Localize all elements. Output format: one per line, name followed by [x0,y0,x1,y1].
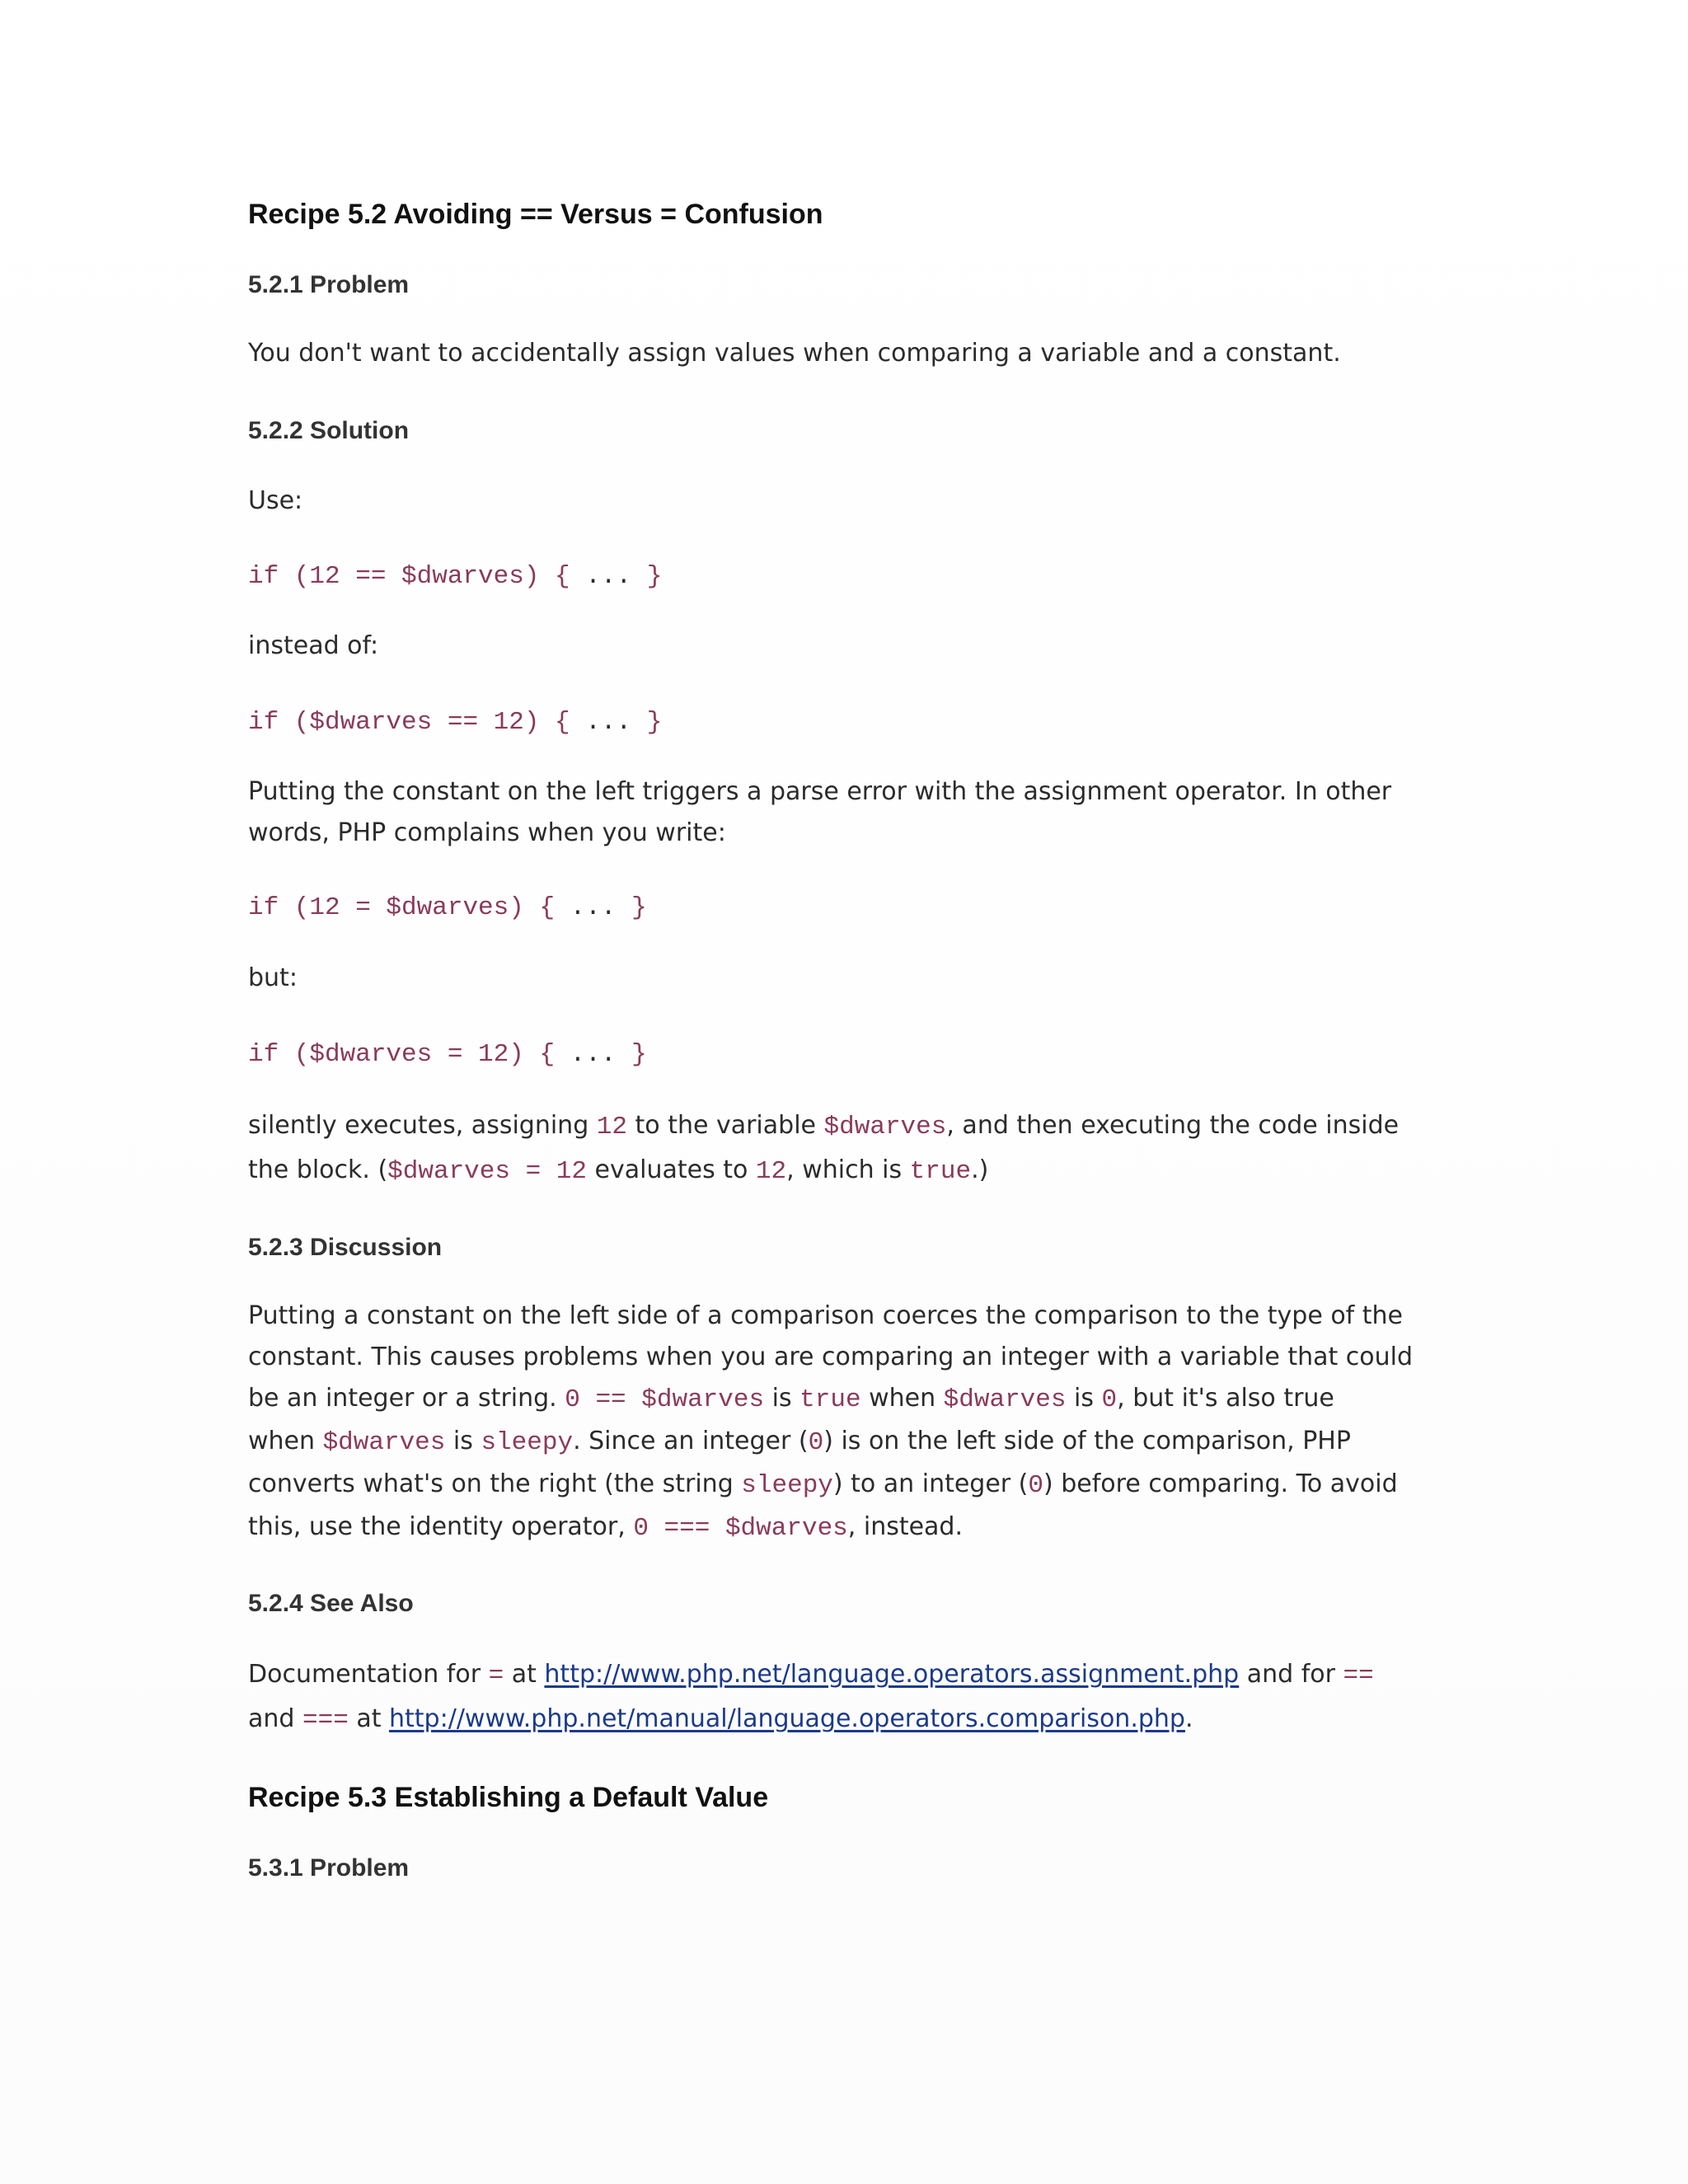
text-run: to the variable [627,1111,824,1140]
silently-executes-paragraph [248,1104,1435,1193]
assignment-operators-link[interactable]: http://www.php.net/language.operators.assignment.php [544,1660,1240,1689]
inline-code: == [1343,1661,1374,1690]
inline-code: 12 [755,1157,787,1186]
text-line [248,1464,1435,1507]
recipe-5-3-title: Recipe 5.3 Establishing a Default Value [248,1782,769,1813]
text-run: ) before comparing. To avoid [1043,1469,1398,1498]
code-ellipsis: ... [555,1040,632,1069]
code-example-3 [248,892,1435,925]
code-ellipsis: ... [570,708,647,737]
text-run: evaluates to [587,1155,756,1184]
code-text: } [646,708,663,737]
solution-paragraph [248,771,1435,854]
code-example-2 [248,706,1435,739]
inline-code: 0 [1101,1385,1118,1414]
code-text: if ($dwarves = 12) { [248,1040,556,1069]
code-text: if ($dwarves == 12) { [248,708,570,737]
text-line: Putting the constant on the left triggers a parse error with the assignment operator. In other [248,777,1392,806]
inline-code: true [799,1385,861,1414]
text-run: and [248,1704,302,1733]
text-run: .) [971,1155,989,1184]
text-run: , which is [786,1155,910,1184]
inline-code: true [909,1157,972,1186]
text-run: silently executes, assigning [248,1111,597,1140]
inline-code: 12 [596,1113,627,1141]
code-ellipsis: ... [555,893,632,922]
code-text: } [646,562,663,591]
text-run: is [1066,1384,1102,1413]
text-line [248,1507,1435,1549]
inline-code: $dwarves [823,1113,947,1141]
text-line [248,1653,1435,1698]
text-line: constant. This causes problems when you are comparing an integer with a variable that could [248,1343,1414,1371]
text-run: and for [1239,1660,1343,1689]
code-text: if (12 = $dwarves) { [248,893,556,922]
text-run: Documentation for [248,1660,489,1689]
text-run: is [764,1384,800,1413]
text-line [248,1698,1435,1742]
text-run: at [348,1704,390,1733]
inline-code: sleepy [481,1428,574,1457]
text-run: the block. ( [248,1155,388,1184]
inline-code: 0 == $dwarves [565,1385,765,1414]
use-label: Use: [248,486,303,515]
inline-code: 0 [1028,1471,1043,1500]
solution-heading: 5.2.2 Solution [248,417,410,444]
text-run: converts what's on the right (the string [248,1469,742,1498]
text-run: when [248,1427,323,1455]
text-run: ) to an integer ( [832,1469,1029,1498]
text-run: be an integer or a string. [248,1384,565,1413]
code-example-1 [248,560,1435,593]
text-line: words, PHP complains when you write: [248,818,726,847]
text-line [248,1149,1435,1193]
text-run: , and then executing the code inside [946,1111,1400,1140]
text-line [248,1421,1435,1464]
see-also-paragraph [248,1653,1435,1742]
inline-code: = [488,1661,504,1690]
text-run: is [445,1427,481,1455]
comparison-operators-link[interactable]: http://www.php.net/manual/language.operators.comparison.php [389,1704,1185,1733]
inline-code: sleepy [741,1471,833,1500]
text-run: at [504,1660,545,1689]
text-line: Putting a constant on the left side of a comparison coerces the comparison to the type of the [248,1301,1404,1330]
text-line [248,1378,1435,1421]
text-line [248,1104,1435,1149]
text-run: . [1184,1704,1193,1733]
text-run: . Since an integer ( [573,1427,809,1455]
text-run: , instead. [847,1512,964,1541]
inline-code: $dwarves = 12 [387,1157,587,1186]
problem-text: You don't want to accidentally assign values when comparing a variable and a constant. [248,339,1341,368]
discussion-paragraph [248,1296,1435,1549]
code-text: } [631,1040,647,1069]
code-ellipsis: ... [570,562,647,591]
problem-heading: 5.2.1 Problem [248,271,410,298]
inline-code: 0 [808,1428,824,1457]
inline-code: 0 === $dwarves [633,1514,848,1543]
inline-code: $dwarves [322,1428,446,1457]
text-run: this, use the identity operator, [248,1512,634,1541]
code-text: } [631,893,647,922]
recipe-5-3-problem-heading: 5.3.1 Problem [248,1854,410,1882]
text-run: when [860,1384,944,1413]
code-example-4 [248,1038,1435,1071]
text-run: ) is on the left side of the comparison, PHP [823,1427,1351,1455]
code-text: if (12 == $dwarves) { [248,562,570,591]
see-also-heading: 5.2.4 See Also [248,1590,414,1617]
discussion-heading: 5.2.3 Discussion [248,1234,443,1261]
inline-code: $dwarves [943,1385,1067,1414]
text-run: , but it's also true [1117,1384,1334,1413]
inline-code: === [302,1706,349,1735]
but-label: but: [248,963,298,992]
instead-label: instead of: [248,631,379,660]
recipe-5-2-title: Recipe 5.2 Avoiding == Versus = Confusion [248,199,823,230]
